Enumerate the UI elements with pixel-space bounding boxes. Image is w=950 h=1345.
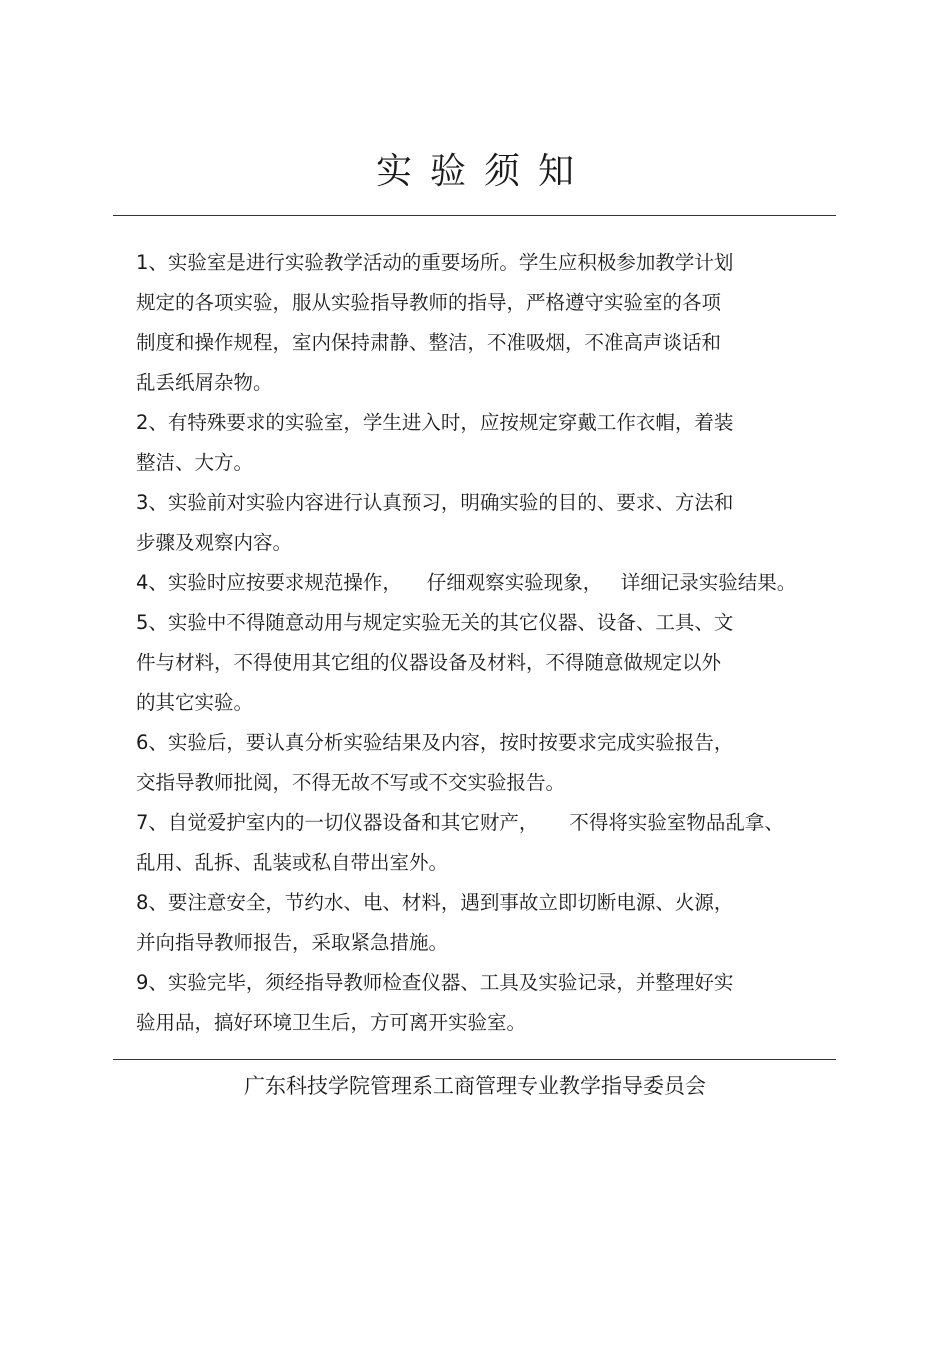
body-line: 1、实验室是进行实验教学活动的重要场所。学生应积极参加教学计划 <box>136 251 734 274</box>
issuing-committee: 广东科技学院管理系工商管理专业教学指导委员会 <box>244 1074 706 1098</box>
body-line: 验用品，搞好环境卫生后，方可离开实验室。 <box>136 1011 527 1034</box>
top-divider <box>113 215 836 216</box>
body-line: 8、要注意安全，节约水、电、材料，遇到事故立即切断电源、火源， <box>136 891 734 914</box>
body-line: 的其它实验。 <box>136 691 254 714</box>
body-line: 7、自觉爱护室内的一切仪器设备和其它财产， 不得将实验室物品乱拿、 <box>136 811 784 834</box>
body-line: 3、实验前对实验内容进行认真预习，明确实验的目的、要求、方法和 <box>136 491 734 514</box>
body-line: 件与材料，不得使用其它组的仪器设备及材料，不得随意做规定以外 <box>136 651 722 674</box>
rules-body <box>136 243 836 1043</box>
body-line: 6、实验后，要认真分析实验结果及内容，按时按要求完成实验报告， <box>136 731 734 754</box>
body-line: 2、有特殊要求的实验室，学生进入时，应按规定穿戴工作衣帽，着装 <box>136 411 734 434</box>
body-line: 制度和操作规程，室内保持肃静、整洁，不准吸烟，不准高声谈话和 <box>136 331 722 354</box>
body-line: 并向指导教师报告，采取紧急措施。 <box>136 931 449 954</box>
bottom-divider <box>113 1059 836 1060</box>
body-line: 乱丢纸屑杂物。 <box>136 371 273 394</box>
body-line: 5、实验中不得随意动用与规定实验无关的其它仪器、设备、工具、文 <box>136 611 734 634</box>
body-line: 交指导教师批阅，不得无故不写或不交实验报告。 <box>136 771 566 794</box>
page-title: 实验须知 <box>375 151 592 193</box>
body-line: 9、实验完毕，须经指导教师检查仪器、工具及实验记录，并整理好实 <box>136 971 734 994</box>
body-line: 乱用、乱拆、乱装或私自带出室外。 <box>136 851 449 874</box>
body-line: 步骤及观察内容。 <box>136 531 293 554</box>
body-line: 规定的各项实验，服从实验指导教师的指导，严格遵守实验室的各项 <box>136 291 722 314</box>
body-line: 4、实验时应按要求规范操作， 仔细观察实验现象， 详细记录实验结果。 <box>136 571 797 594</box>
body-line: 整洁、大方。 <box>136 451 254 474</box>
